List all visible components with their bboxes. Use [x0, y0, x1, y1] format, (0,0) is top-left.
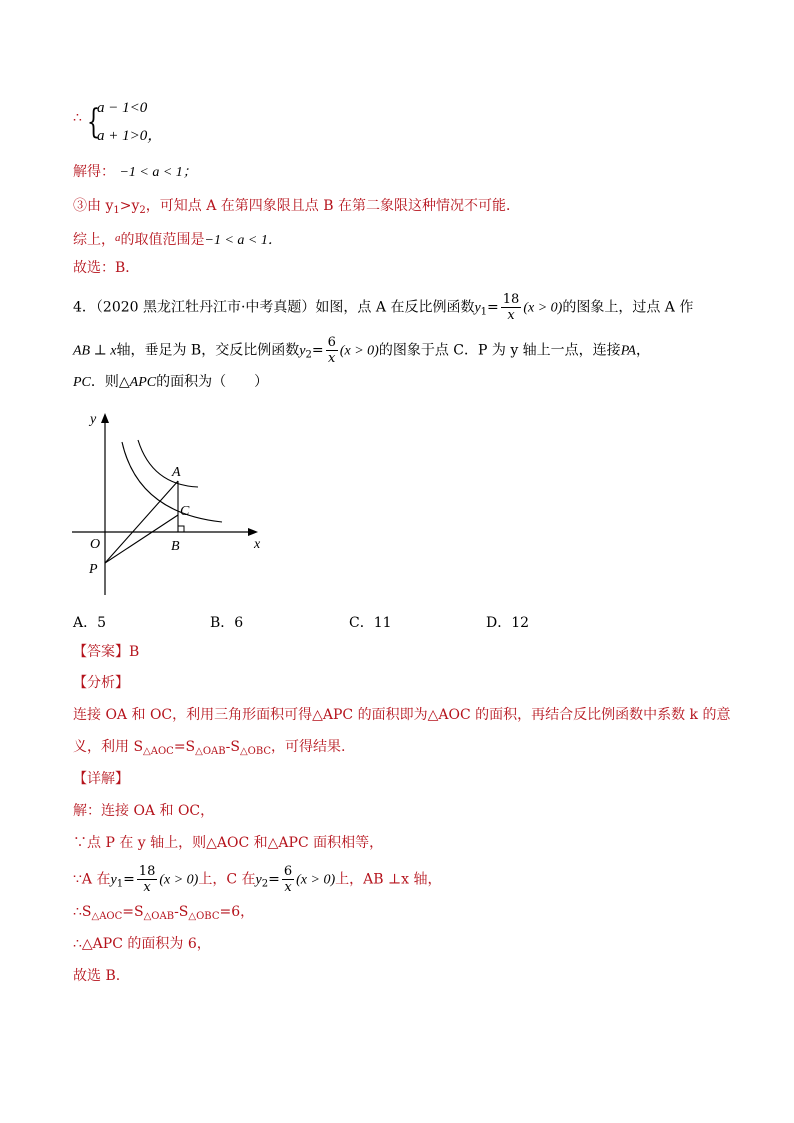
detail-line-4: $\therefore S_{\triangle AOC}=S_{\triangle OAB}-S_{\triangle OBC}=6$， — [73, 904, 255, 922]
summary-line: 综上，$^a$的取值范围是−1 < a < 1． — [73, 232, 282, 248]
detail-line-2: ∵点 P 在 y 轴上，则△AOC 和△APC 面积相等， — [73, 835, 384, 851]
detail-fraction-6-over-x: $\frac{6}{x}$ — [283, 864, 293, 895]
detail-line-3: ∵A 在$y_1=$ $\frac{18}{x}$ (x > 0)上，C 在$y_2=$ $\frac{6}{x}$ (x > 0)上，AB ⊥x 轴， — [73, 864, 442, 895]
choice-a[interactable]: A．5 — [73, 615, 107, 631]
choice-c[interactable]: C．11 — [349, 615, 392, 631]
detail-fraction-18-over-x: $\frac{18}{x}$ — [138, 864, 156, 895]
question-line-1: 4．（2020 黑龙江牡丹江市·中考真题）如图，点 A 在反比例函数$y_1=$ $\frac{18}{x}$ (x > 0)的图象上，过点 A 作 — [73, 292, 694, 323]
system-brace: { — [87, 102, 100, 142]
y-axis-arrow — [101, 413, 109, 423]
label-p: P — [89, 562, 98, 577]
label-o: O — [90, 537, 101, 552]
system-row-1: a − 1<0 — [97, 100, 148, 116]
previous-choice-line: 故选：B． — [73, 260, 140, 276]
choice-d[interactable]: D．12 — [486, 615, 530, 631]
choice-b[interactable]: B．6 — [210, 615, 244, 631]
label-x: x — [254, 537, 261, 552]
detail-line-5: ∴△APC 的面积为 6， — [73, 936, 211, 952]
analysis-tag: 【分析】 — [73, 675, 129, 691]
analysis-line-1: 连接 OA 和 OC，利用三角形面积可得△APC 的面积即为△AOC 的面积，再结合反比例函数中系数 k 的意 — [73, 707, 731, 723]
label-c: C — [180, 504, 190, 519]
solve-line — [73, 162, 197, 183]
right-angle-mark — [178, 526, 184, 532]
detail-line-6: 故选 B. — [73, 968, 121, 984]
answer-tag: 【答案】 — [73, 644, 129, 660]
answer-line — [73, 642, 139, 662]
hyperbola-figure — [60, 405, 275, 600]
fraction-6-over-x: $\frac{6}{x}$ — [327, 335, 336, 366]
question-line-3: PC．则△APC的面积为（ ） — [73, 374, 269, 390]
detail-tag: 【详解】 — [73, 771, 129, 787]
fraction-18-over-x: $\frac{18}{x}$ — [502, 292, 520, 323]
label-a: A — [172, 465, 181, 480]
answer-value: B — [129, 644, 140, 660]
system-row-2: a + 1>0， — [97, 128, 163, 144]
solve-expression: −1 < a < 1； — [119, 165, 197, 180]
case-3-line: ③由 $y_1>y_2$，可知点 A 在第四象限且点 B 在第二象限这种情况不可能． — [73, 198, 520, 216]
detail-line-1: 解：连接 OA 和 OC， — [73, 803, 215, 819]
curve-y1-18-over-x — [138, 440, 198, 487]
label-b: B — [171, 539, 180, 554]
analysis-line-2: 义，利用 $S_{\triangle AOC}=S_{\triangle OAB}-S_{\triangle OBC}$，可得结果. — [73, 739, 346, 757]
curve-y2-6-over-x — [122, 442, 222, 522]
label-y: y — [90, 412, 97, 427]
therefore-symbol: ∴ — [73, 110, 82, 126]
solve-label: 解得： — [73, 164, 115, 180]
question-line-2: AB ⊥ x轴，垂足为 B，交反比例函数$y_2=$ $\frac{6}{x}$ (x > 0)的图象于点 C．P 为 y 轴上一点，连接PA， — [73, 335, 650, 366]
x-axis-arrow — [248, 528, 258, 536]
